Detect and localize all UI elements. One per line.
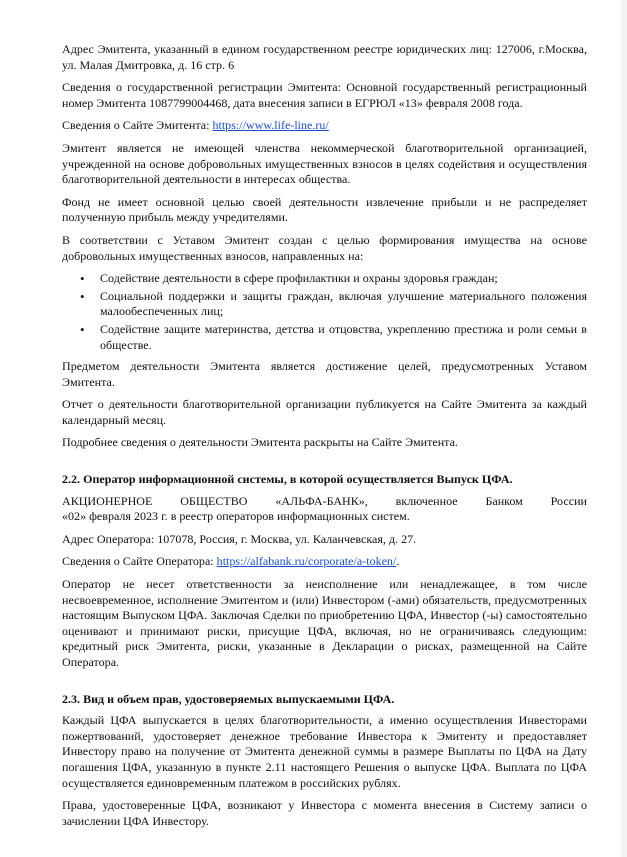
emitter-site [62,118,587,134]
operator-liability: Оператор не несет ответственности за неисполнение или ненадлежащее, в том числе несвоевременное, исполнение Эмитентом и (или) Инвестором (-ами) обязательств, предусмотренных настоящим Выпуском ЦФА. Заключая Сделки по приобретению ЦФА, Инвестор (-ы) самостоятельно оценивают и принимают риски, присущие ЦФА, включая, но не ограничиваясь следующим: кредитный риск Эмитента, риски, указанные в Декларации о рисках, размещенной на Сайте Оператора. [62,577,587,669]
operator-name [62,494,587,525]
section-heading-2-3: 2.3. Вид и объем прав, удостоверяемых выпускаемыми ЦФА. [62,691,395,706]
rights-paragraph-2: Права, удостоверенные ЦФА, возникают у Инвестора с момента внесения в Систему записи о зачислении ЦФА Инвестору. [62,798,587,828]
emitter-details: Подробнее сведения о деятельности Эмитента раскрыты на Сайте Эмитента. [62,435,458,450]
operator-name-line1: АКЦИОНЕРНОЕ ОБЩЕСТВО «АЛЬФА-БАНК», включенное Банком России [62,493,587,508]
list-item: • Социальной поддержки и защиты граждан, включая улучшение материального положения малообеспеченных лиц; [100,289,587,320]
emitter-site-link[interactable]: https://www.life-line.ru/ [212,118,329,133]
operator-name-line2: «02» февраля 2023 г. в реестр операторов информационных систем. [62,509,410,524]
emitter-site-label: Сведения о Сайте Эмитента: [62,118,213,133]
operator-site-label: Сведения о Сайте Оператора: [62,554,217,569]
emitter-charter-intro: В соответствии с Уставом Эмитент создан с целью формирования имущества на основе добровольных имущественных взносов, направленных на: [62,232,587,263]
rights-paragraph-1: Каждый ЦФА выпускается в целях благотворительности, а именно осуществления Инвесторами пожертвований, удостоверяет денежное требование Инвестора к Эмитенту и предоставляет Инвестору право на получение от Эмитента денежной суммы в размере Выплаты по ЦФА на Дату погашения ЦФА, указанную в пункте 2.11 настоящего Решения о выпуске ЦФА. Выплата по ЦФА осуществляется единовременным платежом в российских рублях. [62,713,587,790]
list-item: • Содействие деятельности в сфере профилактики и охраны здоровья граждан; [100,271,587,287]
operator-site: Сведения о Сайте Оператора: https://alfabank.ru/corporate/a-token/. [62,554,400,569]
emitter-registration: Сведения о государственной регистрации Эмитента: Основной государственный регистрационный номер Эмитента 1087799004468, дата внесения записи в ЕГРЮЛ «13» февраля 2008 года. [62,80,587,110]
operator-site-link[interactable]: https://alfabank.ru/corporate/a-token/ [216,554,397,569]
emitter-no-profit: Фонд не имеет основной целью своей деятельности извлечение прибыли и не распределяет полученную прибыль между учредителями. [62,194,587,225]
section-heading-2-2: 2.2. Оператор информационной системы, в которой осуществляется Выпуск ЦФА. [62,472,513,487]
emitter-report: Отчет о деятельности благотворительной организации публикуется на Сайте Эмитента за каждый календарный месяц. [62,397,587,427]
charter-goals-list [62,271,587,353]
emitter-subject: Предметом деятельности Эмитента является достижение целей, предусмотренных Уставом Эмитента. [62,359,587,389]
emitter-address: Адрес Эмитента, указанный в едином государственном реестре юридических лиц: 127006, г.Москва, ул. Малая Дмитровка, д. 16 стр. 6 [62,42,587,72]
operator-address: Адрес Оператора: 107078, Россия, г. Москва, ул. Каланчевская, д. 27. [62,531,417,546]
list-item: • Содействие защите материнства, детства и отцовства, укреплению престижа и роли семьи в обществе. [100,322,587,353]
emitter-membership: Эмитент является не имеющей членства некоммерческой благотворительной организацией, учрежденной на основе добровольных имущественных взносов в целях содействия и осуществления благотворительной деятельности в интересах общества. [62,140,587,187]
